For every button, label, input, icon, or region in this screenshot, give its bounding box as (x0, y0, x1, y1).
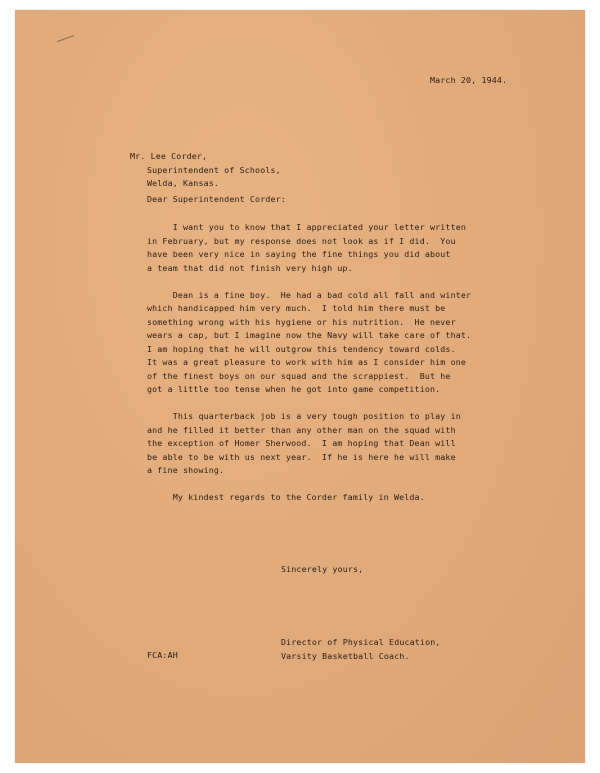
body-line: something wrong with his hygiene or his nutrition. He never (147, 316, 456, 327)
letter-page (15, 10, 585, 763)
body-line: which handicapped him very much. I told him there must be (147, 303, 446, 313)
body-line: be able to be with us next year. If he is here he will make (147, 451, 456, 462)
body-line: wears a cap, but I imagine now the Navy will take care of that. (147, 330, 472, 340)
complimentary-closing: Sincerely yours, (281, 564, 364, 574)
salutation: Dear Superintendent Corder: (147, 194, 286, 204)
body-line: got a little too tense when he got into game competition. (147, 384, 441, 394)
body-line: in February, but my response does not look as if I did. You (147, 235, 456, 246)
signature-title-2: Varsity Basketball Coach. (281, 650, 410, 661)
body-line: This quarterback job is a very tough position to play in (147, 411, 461, 421)
body-line: It was a great pleasure to work with him as I consider him one (147, 357, 466, 367)
letter-body (147, 221, 547, 518)
paragraph-1 (147, 221, 547, 275)
body-line: Dean is a fine boy. He had a bad cold all fall and winter (147, 289, 472, 300)
recipient-name: Mr. Lee Corder, (130, 151, 208, 161)
pen-mark (57, 35, 75, 44)
letter-date: March 20, 1944. (430, 75, 508, 85)
body-line: a team that did not finish very high up. (147, 262, 353, 273)
body-line: I want you to know that I appreciated your letter written (147, 222, 466, 232)
body-line: have been very nice in saying the fine things you did about (147, 249, 451, 259)
body-line: of the finest boys on our squad and the scrappiest. But he (147, 370, 451, 381)
signature-block (281, 636, 441, 663)
recipient-address (130, 150, 281, 191)
paragraph-4 (147, 491, 547, 505)
signature-title-1: Director of Physical Education, (281, 637, 441, 647)
paragraph-3 (147, 410, 547, 478)
body-line: I am hoping that he will outgrow this tendency toward colds. (147, 343, 456, 354)
body-line: and he filled it better than any other man on the squad with (147, 424, 456, 435)
paragraph-2 (147, 289, 547, 397)
body-line: the exception of Homer Sherwood. I am hoping that Dean will (147, 438, 456, 448)
body-line: a fine showing. (147, 465, 225, 475)
recipient-title: Superintendent of Schools, (147, 164, 281, 175)
typist-initials: FCA:AH (147, 650, 178, 660)
body-line: My kindest regards to the Corder family in Welda. (147, 492, 425, 502)
recipient-city: Welda, Kansas. (147, 178, 220, 188)
